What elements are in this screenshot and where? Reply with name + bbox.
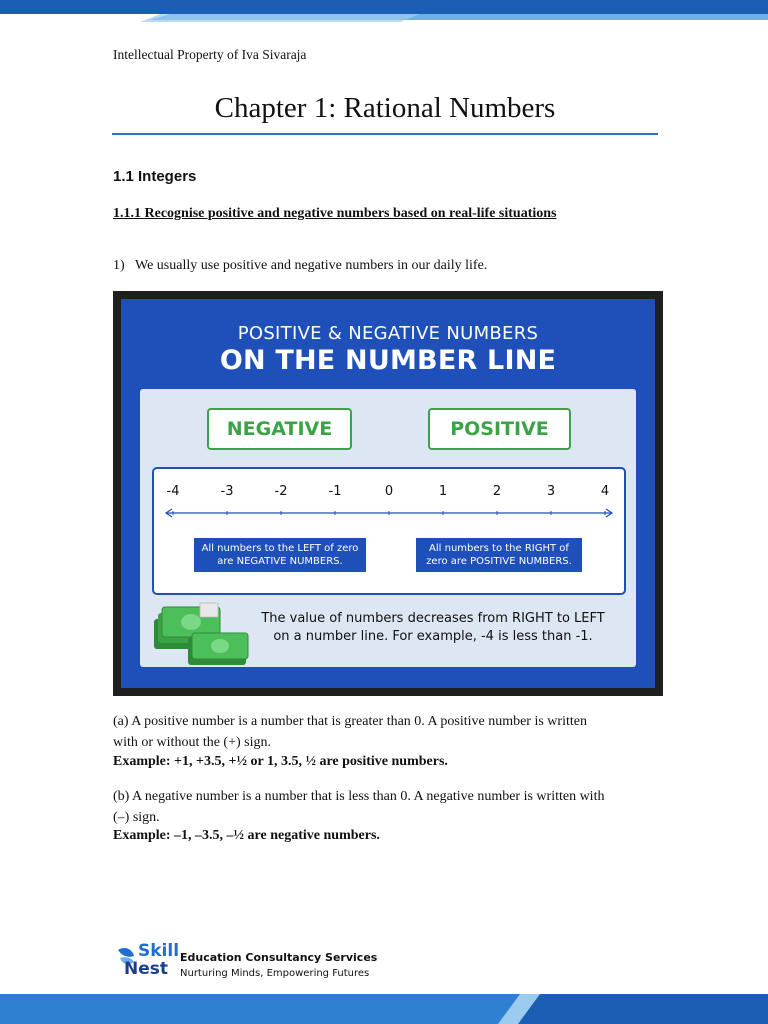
ip-notice: Intellectual Property of Iva Sivaraja <box>113 47 307 62</box>
tick-label: -2 <box>274 484 288 499</box>
negative-caption <box>194 538 366 572</box>
company-tagline: Nurturing Minds, Empowering Futures <box>180 968 370 979</box>
company-name: Education Consultancy Services <box>180 951 378 964</box>
logo-word-skill: Skill <box>138 941 180 961</box>
tick-label: 3 <box>546 484 556 499</box>
infographic-panel <box>140 389 636 667</box>
tick-label: 0 <box>384 484 394 499</box>
tick-label: -4 <box>166 484 180 499</box>
tick-label: 2 <box>492 484 502 499</box>
intro-number: 1) <box>113 258 125 273</box>
positive-caption-line1: All numbers to the RIGHT of <box>429 543 569 554</box>
top-decor-band <box>0 0 768 26</box>
subsection-heading: 1.1.1 Recognise positive and negative numbers based on real-life situations <box>113 206 557 221</box>
negative-label: NEGATIVE <box>207 408 352 450</box>
positive-example: Example: +1, +3.5, +½ or 1, 3.5, ½ are positive numbers. <box>113 754 448 769</box>
number-line <box>154 503 624 523</box>
positive-definition <box>113 711 653 753</box>
money-stack-icon <box>150 595 250 667</box>
panel-note-line1: The value of numbers decreases from RIGHT to LEFT <box>261 611 605 626</box>
title-underline <box>112 133 658 135</box>
logo-word-nest: Nest <box>124 959 169 979</box>
chapter-title: Chapter 1: Rational Numbers <box>214 92 556 124</box>
negative-definition-line1: (b) A negative number is a number that is less than 0. A negative number is written with <box>113 789 605 804</box>
tick-label: 1 <box>438 484 448 499</box>
infographic-title-line1: POSITIVE & NEGATIVE NUMBERS <box>237 323 539 344</box>
infographic-frame <box>121 299 655 688</box>
panel-note-line2: on a number line. For example, -4 is less than -1. <box>273 629 593 644</box>
intro-paragraph <box>113 258 487 274</box>
negative-definition <box>113 786 653 828</box>
tick-label: 4 <box>600 484 610 499</box>
negative-caption-line2: are NEGATIVE NUMBERS. <box>217 556 343 567</box>
number-line-infographic <box>113 291 663 696</box>
positive-label: POSITIVE <box>428 408 571 450</box>
panel-note <box>248 610 618 646</box>
number-line-box <box>152 467 626 595</box>
section-heading: 1.1 Integers <box>113 168 197 185</box>
infographic-title-line2: ON THE NUMBER LINE <box>219 345 557 376</box>
positive-definition-line1: (a) A positive number is a number that is greater than 0. A positive number is written <box>113 714 587 729</box>
intro-text: We usually use positive and negative numbers in our daily life. <box>135 258 488 273</box>
negative-example: Example: –1, –3.5, –½ are negative numbers. <box>113 828 380 843</box>
tick-label: -3 <box>220 484 234 499</box>
negative-definition-line2: (–) sign. <box>113 810 160 825</box>
positive-definition-line2: with or without the (+) sign. <box>113 735 271 750</box>
positive-caption-line2: zero are POSITIVE NUMBERS. <box>426 556 572 567</box>
negative-caption-line1: All numbers to the LEFT of zero <box>201 543 359 554</box>
bottom-decor-band <box>0 990 768 1024</box>
positive-caption <box>416 538 582 572</box>
tick-label: -1 <box>328 484 342 499</box>
